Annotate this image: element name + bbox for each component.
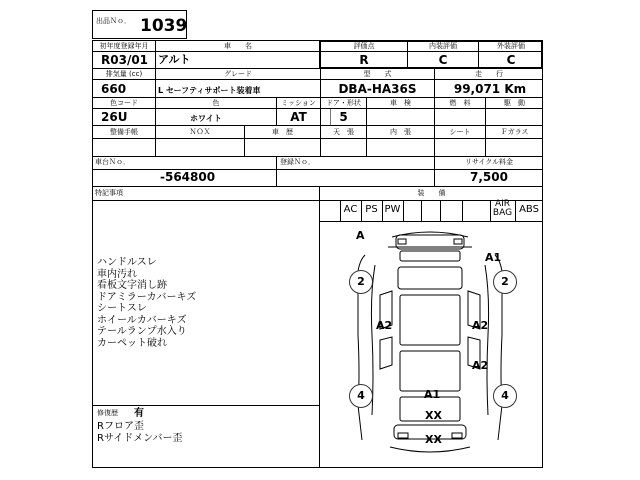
damage-mark-left-door: A2 xyxy=(376,319,393,332)
model-label: 型 式 xyxy=(363,70,392,78)
damage-circle: 4 xyxy=(493,384,517,408)
damage-mark-rear-right: A2 xyxy=(472,359,489,372)
score-value: R xyxy=(359,53,369,67)
car-name-label: 車 名 xyxy=(224,42,252,50)
notes-label: 特記事項 xyxy=(95,189,123,197)
grade-label: グレード xyxy=(224,70,252,78)
interior-score-value: C xyxy=(438,53,448,67)
year-label: 初年度登録年月 xyxy=(99,42,149,50)
color-code-value: 26U xyxy=(101,110,128,124)
drive-label: 駆 動 xyxy=(504,99,525,107)
repair-label: 修復歴 xyxy=(97,409,118,417)
equipment-cell: PS xyxy=(365,204,378,215)
damage-mark-front: A xyxy=(356,229,365,242)
manual-label: 整備手帳 xyxy=(110,128,138,136)
grade-value: L セーフティサポート装着車 xyxy=(158,86,261,95)
registration-label: 登録Ｎｏ． xyxy=(280,158,315,166)
chassis-label: 車台Ｎｏ． xyxy=(95,158,130,166)
history-label: 車 歴 xyxy=(272,128,293,136)
damage-mark-rear-center: A1 xyxy=(424,388,441,401)
model-value: DBA-HA36S xyxy=(338,82,417,96)
color-value: ホワイト xyxy=(190,114,222,123)
equipment-cell: PW xyxy=(384,204,401,215)
repair-item: Rフロア歪 xyxy=(97,421,144,432)
doors-value: 5 xyxy=(339,110,348,124)
displacement-label: 排気量 (cc) xyxy=(105,70,143,78)
damage-mark-front-right: A1 xyxy=(485,251,502,264)
roof-label: 天 張 xyxy=(333,128,354,136)
lot-number-label: 出品Ｎｏ． xyxy=(96,17,131,25)
note-item: シートスレ xyxy=(97,303,147,314)
lot-number-value: 1039 xyxy=(140,16,188,36)
recycle-value: 7,500 xyxy=(470,170,508,184)
damage-circle: 2 xyxy=(349,270,373,294)
note-item: 車内汚れ xyxy=(97,268,137,280)
interior-score-label: 内装評価 xyxy=(429,42,457,50)
mission-label: ミッション xyxy=(281,99,316,107)
inspection-label: 車 検 xyxy=(390,99,411,107)
score-label: 評価点 xyxy=(353,42,375,50)
seat-label: シート xyxy=(449,128,471,136)
doors-label: ドア・形状 xyxy=(326,99,361,107)
exterior-score-value: C xyxy=(506,53,516,67)
note-item: 看板文字消し跡 xyxy=(97,280,167,291)
mileage-value: 99,071 Km xyxy=(453,82,527,96)
notes-list xyxy=(97,257,312,349)
damage-circle: 4 xyxy=(349,384,373,408)
color-label: 色 xyxy=(212,99,220,107)
damage-mark-rear-floor: XX xyxy=(425,433,442,446)
repair-value: 有 xyxy=(134,408,144,419)
note-item: ドアミラーカバーキズ xyxy=(97,291,197,303)
recycle-label: リサイクル料金 xyxy=(464,158,514,166)
note-item: ホイールカバーキズ xyxy=(97,314,187,326)
note-item: ハンドルスレ xyxy=(97,257,157,268)
mission-value: AT xyxy=(290,110,307,124)
car-name-value: アルト xyxy=(158,53,191,66)
nox-label: ＮＯＸ xyxy=(189,128,211,136)
fuel-label: 燃 料 xyxy=(449,99,471,107)
displacement-value: 660 xyxy=(101,82,127,96)
equipment-label: 装 備 xyxy=(417,189,446,197)
repair-list xyxy=(97,421,312,444)
repair-item: Rサイドメンバー歪 xyxy=(97,432,183,444)
equipment-cell: AC xyxy=(343,204,358,215)
damage-mark-right-door: A2 xyxy=(472,319,489,332)
color-code-label: 色コード xyxy=(110,99,138,107)
note-item: テールランプ水入り xyxy=(97,326,187,337)
lot-number-box xyxy=(92,10,187,39)
chassis-value: -564800 xyxy=(160,170,216,184)
year-value: R03/01 xyxy=(101,53,149,67)
damage-mark-trunk: XX xyxy=(425,409,442,422)
interior-lining-label: 内 張 xyxy=(390,128,411,136)
mileage-label: 走 行 xyxy=(475,70,503,78)
exterior-score-label: 外装評価 xyxy=(497,42,525,50)
equipment-cell: ABS xyxy=(519,204,539,215)
damage-circle: 2 xyxy=(493,270,517,294)
glass-label: Ｆガラス xyxy=(500,128,529,136)
note-item: カーペット破れ xyxy=(97,337,167,349)
equipment-cell: AIR BAG xyxy=(492,199,513,218)
